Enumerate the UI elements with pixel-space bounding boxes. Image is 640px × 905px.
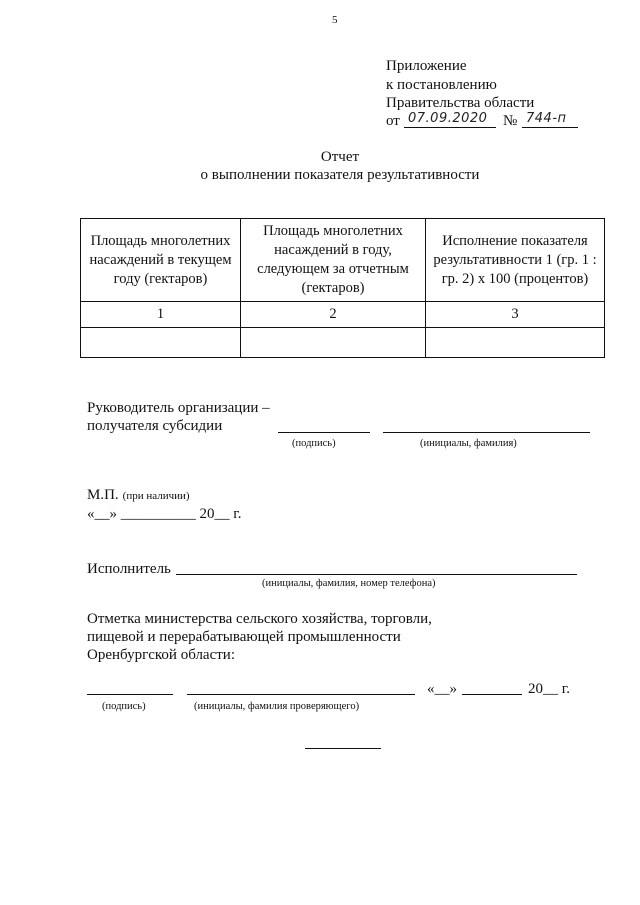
page-number: 5 bbox=[332, 14, 338, 26]
stamp-note: (при наличии) bbox=[122, 490, 190, 502]
ministry-name-line[interactable] bbox=[187, 694, 415, 695]
ministry-date-close: 20__ г. bbox=[528, 681, 570, 697]
stamp-mp: М.П. bbox=[87, 487, 119, 503]
appendix-number: 744-п bbox=[526, 111, 567, 126]
head-signature-line[interactable] bbox=[278, 432, 370, 433]
ministry-sign-caption: (подпись) bbox=[102, 701, 146, 712]
report-title: Отчет bbox=[320, 149, 360, 165]
stamp-date-line: «__» __________ 20__ г. bbox=[87, 506, 242, 522]
head-name-line[interactable] bbox=[383, 432, 590, 433]
appendix-line-1: Приложение bbox=[386, 58, 467, 74]
number-underline bbox=[522, 127, 578, 128]
ministry-line-1: Отметка министерства сельского хозяйства, торговли, bbox=[87, 611, 432, 627]
ministry-signature-line[interactable] bbox=[87, 694, 173, 695]
closing-divider bbox=[305, 748, 381, 749]
table-header-cell: Исполнение показателя результативности 1 (гр. 1 : гр. 2) х 100 (процентов) bbox=[426, 219, 605, 302]
appendix-line-2: к постановлению bbox=[386, 77, 497, 93]
executor-caption: (инициалы, фамилия, номер телефона) bbox=[262, 578, 436, 589]
executor-line[interactable] bbox=[176, 574, 577, 575]
head-label-line-1: Руководитель организации – bbox=[87, 400, 270, 416]
table-cell: 1 bbox=[81, 302, 241, 328]
ministry-name-caption: (инициалы, фамилия проверяющего) bbox=[194, 701, 360, 712]
executor-label: Исполнитель bbox=[87, 561, 171, 577]
report-table bbox=[80, 218, 605, 358]
table-cell: 3 bbox=[426, 302, 605, 328]
ministry-line-3: Оренбургской области: bbox=[87, 647, 236, 663]
head-label-line-2: получателя субсидии bbox=[87, 418, 223, 434]
report-subtitle: о выполнении показателя результативности bbox=[200, 167, 480, 183]
appendix-ot: от bbox=[386, 113, 400, 129]
table-header-row bbox=[81, 219, 605, 302]
ministry-date-line[interactable] bbox=[462, 694, 522, 695]
table-row bbox=[81, 302, 605, 328]
date-underline bbox=[404, 127, 496, 128]
head-sign-caption: (подпись) bbox=[292, 438, 336, 449]
appendix-line-3: Правительства области bbox=[386, 95, 535, 111]
ministry-line-2: пищевой и перерабатывающей промышленности bbox=[87, 629, 401, 645]
table-cell-empty[interactable] bbox=[426, 328, 605, 358]
table-cell: 2 bbox=[241, 302, 426, 328]
table-cell-empty[interactable] bbox=[241, 328, 426, 358]
head-name-caption: (инициалы, фамилия) bbox=[420, 438, 517, 449]
stamp-line bbox=[87, 486, 190, 505]
appendix-number-sign: № bbox=[503, 113, 518, 129]
table-header-cell: Площадь многолетних насаждений в текущем году (гектаров) bbox=[81, 219, 241, 302]
table-cell-empty[interactable] bbox=[81, 328, 241, 358]
ministry-date-open: «__» bbox=[427, 681, 457, 697]
table-row bbox=[81, 328, 605, 358]
table-header-cell: Площадь многолетних насаждений в году, следующем за отчетным (гектаров) bbox=[241, 219, 426, 302]
appendix-date: 07.09.2020 bbox=[408, 111, 488, 126]
